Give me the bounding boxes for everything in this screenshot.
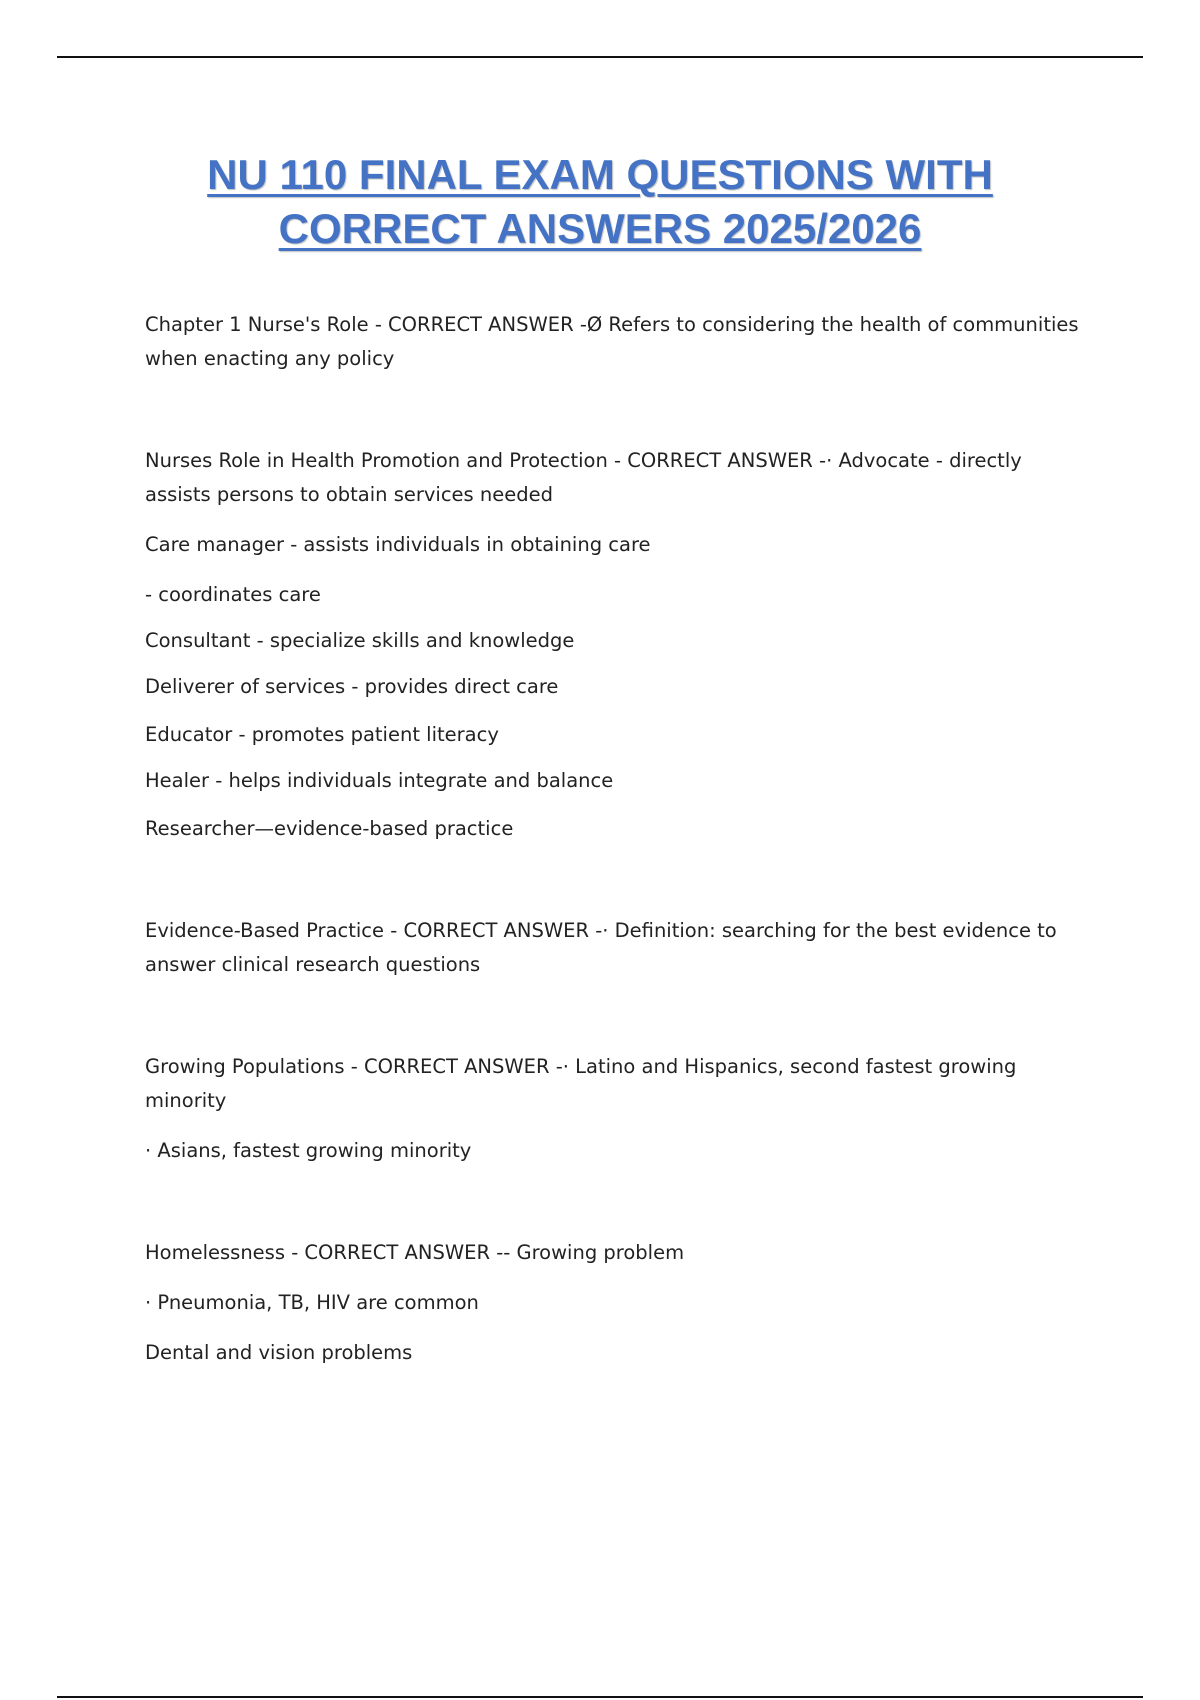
- qa-line: · Asians, fastest growing minority: [145, 1139, 472, 1162]
- qa-line: Healer - helps individuals integrate and balance: [145, 769, 614, 792]
- document-title: [100, 148, 1100, 256]
- qa-line: · Pneumonia, TB, HIV are common: [145, 1291, 479, 1314]
- title-line-2: CORRECT ANSWERS 2025/2026: [278, 205, 922, 252]
- bottom-rule: [57, 1696, 1143, 1698]
- qa-line: Care manager - assists individuals in obtaining care: [145, 533, 651, 556]
- document-body: [145, 308, 1090, 1370]
- top-rule: [57, 56, 1143, 58]
- qa-line: Growing Populations - CORRECT ANSWER -· Latino and Hispanics, second fastest growing minority: [145, 1055, 1017, 1112]
- qa-entry: [145, 1236, 1090, 1370]
- qa-line: Educator - promotes patient literacy: [145, 723, 499, 746]
- qa-line: Consultant - specialize skills and knowledge: [145, 629, 575, 652]
- qa-line: Evidence-Based Practice - CORRECT ANSWER -· Definition: searching for the best evidence to answer clinical research questions: [145, 919, 1057, 976]
- qa-entry: [145, 914, 1090, 982]
- qa-entry: [145, 308, 1090, 376]
- qa-line: Deliverer of services - provides direct care: [145, 675, 559, 698]
- qa-line: Nurses Role in Health Promotion and Protection - CORRECT ANSWER -· Advocate - directly assists persons to obtain services needed: [145, 449, 1022, 506]
- qa-line: - coordinates care: [145, 583, 321, 606]
- qa-entry: [145, 444, 1090, 846]
- qa-line: Chapter 1 Nurse's Role - CORRECT ANSWER -Ø Refers to considering the health of communities when enacting any policy: [145, 313, 1079, 370]
- qa-entry: [145, 1050, 1090, 1168]
- qa-line: Researcher—evidence-based practice: [145, 817, 514, 840]
- title-line-1: NU 110 FINAL EXAM QUESTIONS WITH: [207, 151, 993, 198]
- qa-line: Homelessness - CORRECT ANSWER -- Growing problem: [145, 1241, 685, 1264]
- qa-line: Dental and vision problems: [145, 1341, 413, 1364]
